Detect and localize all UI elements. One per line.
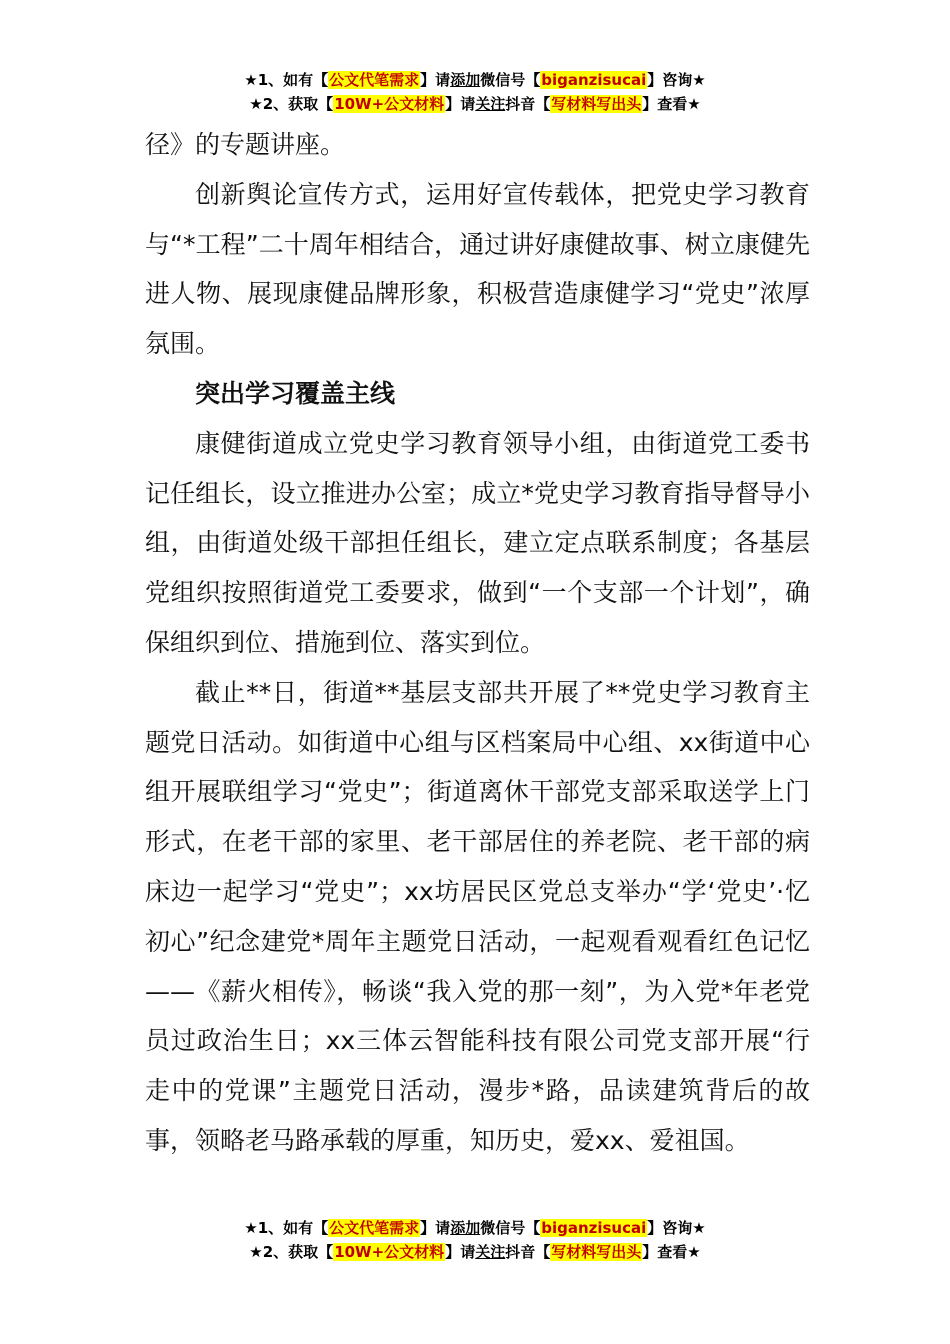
- banner-line-1: [0, 68, 950, 92]
- paragraph-activities: 截止**日，街道**基层支部共开展了**党史学习教育主题党日活动。如街道中心组与区档案局中心组、xx街道中心组开展联组学习“党史”；街道离休干部党支部采取送学上门形式，在老干部的家里、老干部居住的养老院、老干部的病床边一起学习“党史”；xx坊居民区党总支举办“学‘党史’·忆初心”纪念建党*周年主题党日活动，一起观看观看红色记忆——《薪火相传》，畅谈“我入党的那一刻”，为入党*年老党员过政治生日；xx三体云智能科技有限公司党支部开展“行走中的党课”主题党日活动，漫步*路，品读建筑背后的故事，领略老马路承载的厚重，知历史，爱xx、爱祖国。: [145, 677, 810, 1155]
- banner-highlight-wechat-id: biganzisucai: [541, 1219, 647, 1237]
- banner-highlight-materials: 10W+公文材料: [334, 95, 445, 113]
- banner-highlight-wechat-id: biganzisucai: [541, 71, 647, 89]
- banner-text: ★1、如有【: [244, 71, 329, 89]
- banner-text: 】查看★: [642, 1243, 701, 1261]
- banner-text: 】请: [420, 1219, 451, 1237]
- document-body: [145, 120, 810, 1166]
- banner-underline-text: 关注: [475, 1243, 506, 1261]
- banner-text: 】请: [420, 71, 451, 89]
- banner-text: ★2、获取【: [249, 95, 334, 113]
- banner-highlight-douyin-id: 写材料写出头: [551, 95, 642, 113]
- banner-text: 微信号【: [480, 71, 541, 89]
- header-banner: [0, 68, 950, 116]
- paragraph-organization: 康健街道成立党史学习教育领导小组，由街道党工委书记任组长，设立推进办公室；成立*党史学习教育指导督导小组，由街道处级干部担任组长，建立定点联系制度；各基层党组织按照街道党工委要求，做到“一个支部一个计划”，确保组织到位、措施到位、落实到位。: [145, 428, 810, 657]
- section-heading: 突出学习覆盖主线: [195, 378, 396, 408]
- banner-highlight-service: 公文代笔需求: [329, 71, 420, 89]
- banner-text: 】查看★: [642, 95, 701, 113]
- banner-underline-text: 添加: [450, 1219, 481, 1237]
- banner-text: 】请: [445, 95, 476, 113]
- banner-text: ★2、获取【: [249, 1243, 334, 1261]
- banner-text: 】请: [445, 1243, 476, 1261]
- banner-highlight-service: 公文代笔需求: [329, 1219, 420, 1237]
- banner-text: 微信号【: [480, 1219, 541, 1237]
- paragraph-continuation: 径》的专题讲座。: [145, 130, 346, 159]
- banner-text: 】咨询★: [647, 71, 706, 89]
- banner-text: 抖音【: [505, 95, 551, 113]
- banner-line-1: [0, 1216, 950, 1240]
- banner-highlight-materials: 10W+公文材料: [334, 1243, 445, 1261]
- banner-underline-text: 关注: [475, 95, 506, 113]
- banner-line-2: [0, 92, 950, 116]
- banner-text: 】咨询★: [647, 1219, 706, 1237]
- banner-text: ★1、如有【: [244, 1219, 329, 1237]
- banner-underline-text: 添加: [450, 71, 481, 89]
- footer-banner: [0, 1216, 950, 1264]
- banner-line-2: [0, 1240, 950, 1264]
- banner-highlight-douyin-id: 写材料写出头: [551, 1243, 642, 1261]
- paragraph-publicity: 创新舆论宣传方式，运用好宣传载体，把党史学习教育与“*工程”二十周年相结合，通过讲好康健故事、树立康健先进人物、展现康健品牌形象，积极营造康健学习“党史”浓厚氛围。: [145, 179, 810, 359]
- banner-text: 抖音【: [505, 1243, 551, 1261]
